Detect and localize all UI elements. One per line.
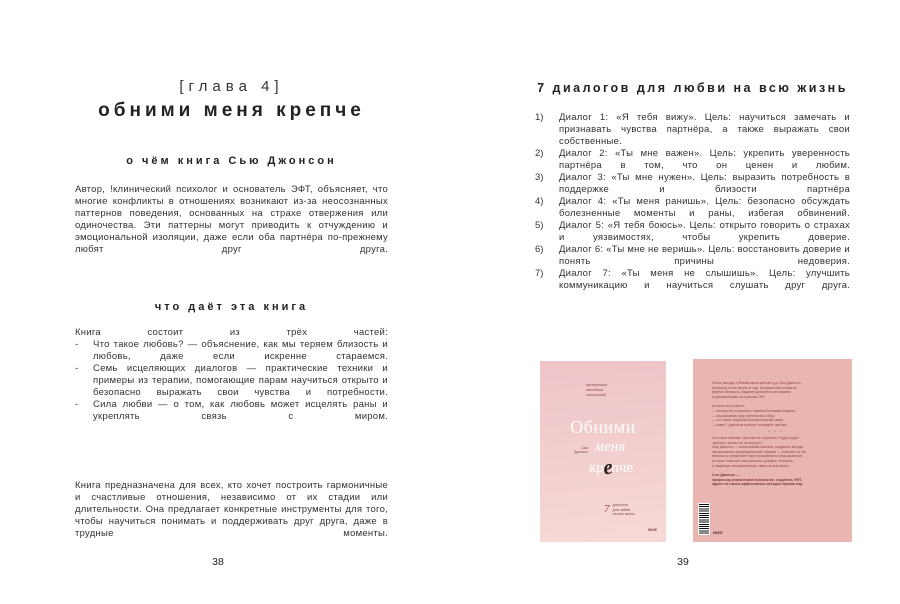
cover-title3-post: пче [610, 460, 634, 476]
cover-subtitle-number: 7 [604, 503, 610, 515]
chapter-title: обними меня крепче [98, 100, 365, 121]
back-cover-text [712, 381, 840, 487]
list-item [75, 363, 388, 399]
dialog-number: 7) [535, 268, 544, 279]
back-text-line: Сью Джонсон — клинический психолог, создатель метода [712, 445, 804, 450]
cover-tagline-line: отношений [586, 392, 606, 397]
dialog-text: Диалог 6: «Ты мне не веришь». Цель: восстановить доверие и понять причины недоверия. [559, 244, 850, 267]
cover-subtitle [604, 503, 635, 517]
page-number-left: 38 [212, 556, 224, 568]
cover-subtitle-line: на всю жизнь [612, 512, 635, 517]
back-list-intro: Из книги вы узнаете: [712, 404, 745, 409]
dialog-text: Диалог 4: «Ты меня ранишь». Цель: безопасно обсуждать болезненные моменты и раны, избегая обвинений. [559, 196, 850, 219]
book-parts-list [75, 327, 388, 423]
dialogs-list [535, 112, 850, 292]
cover-subtitle-line: для любви [612, 507, 631, 512]
back-text-line: чувства и можно ли их вернуть? [712, 440, 763, 445]
scribble-e-glyph: e [601, 454, 614, 480]
dialog-text: Диалог 5: «Я тебя боюсь». Цель: открыто говорить о страхах и уязвимостях, чтобы укрепить доверие. [559, 220, 850, 243]
back-text-line: которые помогают восстановить доверие, близость [712, 458, 794, 463]
dialog-number: 1) [535, 112, 544, 123]
closing-paragraph: Книга предназначена для всех, кто хочет построить гармоничные и счастливые отношения, независимо от их стадии или длительности. Она предлагает конкретные инструменты для того, чтобы научиться понимать и поддерживать друг друга, даже в трудные моменты. [75, 480, 388, 539]
dialog-item [535, 220, 850, 244]
cover-title-line-3 [540, 454, 666, 480]
back-list-line: — какие 7 диалогов помогут сохранить любовь. [712, 422, 788, 427]
back-footer-line: Сью Джонсон — [712, 473, 740, 478]
list-item-text: Семь исцеляющих диалогов — практические техники и примеры из терапии, помогающие парам научиться открыто и безопасно выражать свои чувства и потребности. [93, 363, 388, 398]
back-footer [712, 473, 840, 487]
back-text-line: вернуть близость. Издание дополнено историями [712, 390, 791, 395]
dialog-item [535, 196, 850, 220]
dialog-item [535, 172, 850, 196]
barcode [698, 503, 710, 535]
back-text-line: После выхода «Обними меня крепче» д-р Сью Джонсон [712, 381, 801, 385]
cover-title-line-1: Обними [570, 417, 636, 437]
dialog-number: 4) [535, 196, 544, 207]
back-separator: • • • [768, 429, 784, 434]
back-footer-line: профессор клинической психологии, создатель ЭФТ, [712, 477, 802, 482]
cover-tagline-line: проверенная [586, 382, 608, 387]
dialog-item [535, 244, 850, 268]
dialog-text: Диалог 2: «Ты мне важен». Цель: укрепить уверенность партнёра в том, что он ценен и любим. [559, 148, 850, 171]
list-item-marker: - [75, 363, 79, 374]
cover-author-line: Сью [581, 446, 588, 450]
publisher-logo-front: МИФ [647, 528, 657, 532]
section-heading-what-book-gives: что даёт эта книга [154, 301, 309, 313]
dialog-item [535, 268, 850, 292]
book-front-cover [540, 361, 666, 542]
back-text-line: и упражнениями из практики ЭФТ. [712, 394, 766, 399]
back-text-line: вопросы и предлагает паре программу из семи диалогов, [712, 454, 803, 459]
back-footer-line: одного из самых эффективных методов терапии пар. [712, 482, 804, 487]
dialog-text: Диалог 3: «Ты мне нужен». Цель: выразить потребность в поддержке и близости партнёра [559, 172, 850, 195]
dialog-item [535, 148, 850, 172]
list-item-marker: - [75, 339, 79, 350]
about-book-paragraph: Автор, !клинический психолог и основатель ЭФТ, объясняет, что многие конфликты в отношениях возникают из-за неосознанных паттернов поведения, основанных на страхе отвержения или одиночества. Эти паттерны могут приводить к отчуждению и эмоциональной изоляции, даже если оба партнёра по-прежнему любят друг друга. [75, 184, 388, 255]
back-text-line: Что такое любовь? Как нам её сохранить? Куда уходят [712, 435, 799, 440]
cover-tagline-line: методика [586, 387, 603, 392]
dialog-number: 6) [535, 244, 544, 255]
list-item-text: Что такое любовь? — объяснение, как мы теряем близость и любовь, даже если искренне стараемся. [93, 339, 388, 362]
back-list-line: — почему мы ссоримся с самыми близкими людьми; [712, 408, 796, 413]
back-text-line: получила сотни писем от пар, которым книга помогла [712, 385, 797, 390]
dialog-item [535, 112, 850, 148]
cover-subtitle-line: диалогов [612, 503, 628, 507]
dialog-text: Диалог 7: «Ты меня не слышишь». Цель: улучшить коммуникацию и научиться слушать друг друга. [559, 268, 850, 291]
cover-title3-pre: кр [588, 460, 604, 476]
dialog-number: 5) [535, 220, 544, 231]
section-heading-about-book: о чём книга Сью Джонсон [126, 155, 337, 167]
back-text-line: и надёжную эмоциональную связь на всю жизнь. [712, 463, 790, 468]
dialogs-heading: 7 диалогов для любви на всю жизнь [537, 81, 848, 95]
list-item [75, 339, 388, 363]
chapter-tag: [глава 4] [179, 78, 284, 95]
cover-subtitle-lines [613, 503, 635, 517]
list-item [75, 399, 388, 423]
book-back-cover [693, 359, 852, 542]
publisher-logo-back: МИФ [713, 530, 723, 535]
page-number-right: 39 [677, 556, 689, 568]
dialog-number: 2) [535, 148, 544, 159]
back-text-line: эмоционально-фокусированной терапии — отвечает на эти [712, 449, 807, 454]
cover-tagline [586, 382, 650, 397]
book-parts-intro: Книга состоит из трёх частей: [75, 327, 388, 338]
cover-title-line-2: меня [594, 439, 626, 455]
list-item-marker: - [75, 399, 79, 410]
back-list-line: — как разорвать круг претензий и обид; [712, 413, 775, 418]
cover-author-line: Джонсон [574, 450, 588, 455]
list-item-text: Сила любви — о том, как любовь может исцелять раны и укреплять связь с миром. [93, 399, 388, 422]
dialog-text: Диалог 1: «Я тебя вижу». Цель: научиться замечать и признавать чувства партнёра, а также выражать свои собственные. [559, 112, 850, 147]
back-list-line: — что такое надёжная эмоциональная связь; [712, 418, 784, 423]
dialog-number: 3) [535, 172, 544, 183]
